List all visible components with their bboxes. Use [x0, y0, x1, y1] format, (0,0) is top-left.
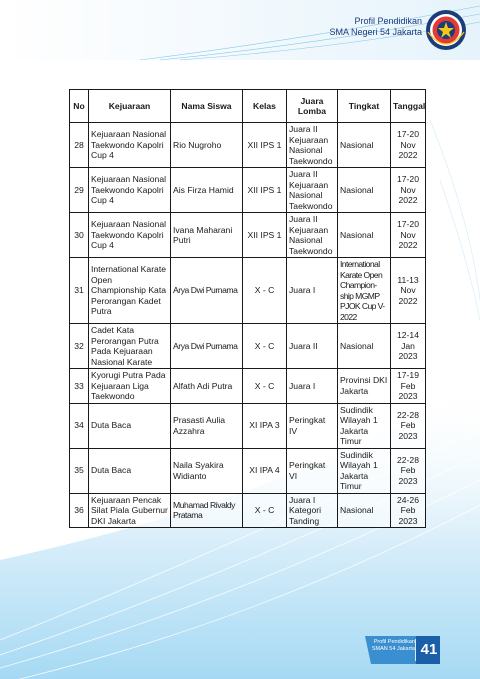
- table-row: [70, 123, 426, 168]
- cell-no: 32: [70, 324, 89, 369]
- table-row: [70, 403, 426, 448]
- cell-juara: Juara II Kejuaraan Nasional Taekwondo: [287, 123, 338, 168]
- cell-tingkat: Nasional: [338, 123, 391, 168]
- cell-kelas: XII IPS 1: [243, 213, 287, 258]
- cell-juara: Juara I: [287, 369, 338, 404]
- cell-tingkat: Provinsi DKI Jakarta: [338, 369, 391, 404]
- cell-nama: Muhamad Rivaldy Pratama: [171, 493, 243, 528]
- table-row: [70, 213, 426, 258]
- cell-kejuaraan: International Karate Open Championship Kata Perorangan Kadet Putra: [89, 258, 171, 324]
- cell-kejuaraan: Kejuaraan Pencak Silat Piala Gubernur DKI Jakarta: [89, 493, 171, 528]
- cell-no: 34: [70, 403, 89, 448]
- cell-no: 31: [70, 258, 89, 324]
- cell-no: 33: [70, 369, 89, 404]
- col-header-juara-lomba: Juara Lomba: [287, 90, 338, 123]
- cell-tanggal: 11-13 Nov 2022: [391, 258, 426, 324]
- table-row: [70, 493, 426, 528]
- cell-nama: Rio Nugroho: [171, 123, 243, 168]
- header-text: [329, 16, 422, 38]
- cell-kelas: X - C: [243, 258, 287, 324]
- cell-tanggal: 24-26 Feb 2023: [391, 493, 426, 528]
- col-header-kelas: Kelas: [243, 90, 287, 123]
- cell-tingkat: Nasional: [338, 493, 391, 528]
- cell-kejuaraan: Duta Baca: [89, 448, 171, 493]
- cell-kejuaraan: Kejuaraan Nasional Taekwondo Kapolri Cup 4: [89, 123, 171, 168]
- cell-no: 35: [70, 448, 89, 493]
- table-row: [70, 258, 426, 324]
- cell-juara: Peringkat IV: [287, 403, 338, 448]
- table-header-row: [70, 90, 426, 123]
- col-header-kejuaraan: Kejuaraan: [89, 90, 171, 123]
- cell-tingkat: Nasional: [338, 324, 391, 369]
- cell-nama: Ais Firza Hamid: [171, 168, 243, 213]
- cell-tanggal: 22-28 Feb 2023: [391, 403, 426, 448]
- page-number: 41: [420, 641, 438, 658]
- school-logo-icon: [424, 8, 468, 52]
- footer-label-line2: SMAN 54 Jakarta: [371, 646, 415, 652]
- cell-kelas: XI IPA 3: [243, 403, 287, 448]
- cell-tanggal: 17-20 Nov 2022: [391, 123, 426, 168]
- footer-label: [367, 639, 415, 653]
- cell-juara: Juara II: [287, 324, 338, 369]
- table-row: [70, 369, 426, 404]
- cell-nama: Ivana Maharani Putri: [171, 213, 243, 258]
- cell-tingkat: Nasional: [338, 168, 391, 213]
- cell-tanggal: 12-14 Jan 2023: [391, 324, 426, 369]
- cell-juara: Juara II Kejuaraan Nasional Taekwondo: [287, 213, 338, 258]
- col-header-no: No: [70, 90, 89, 123]
- table-row: [70, 448, 426, 493]
- cell-tingkat: Sudindik Wilayah 1 Jakarta Timur: [338, 448, 391, 493]
- cell-tingkat: Nasional: [338, 213, 391, 258]
- cell-tanggal: 17-19 Feb 2023: [391, 369, 426, 404]
- cell-kejuaraan: Kejuaraan Nasional Taekwondo Kapolri Cup 4: [89, 213, 171, 258]
- cell-kelas: X - C: [243, 493, 287, 528]
- cell-nama: Prasasti Aulia Azzahra: [171, 403, 243, 448]
- cell-kelas: XII IPS 1: [243, 123, 287, 168]
- cell-nama: Naila Syakira Widianto: [171, 448, 243, 493]
- cell-tanggal: 17-20 Nov 2022: [391, 168, 426, 213]
- cell-nama: Alfath Adi Putra: [171, 369, 243, 404]
- cell-kejuaraan: Cadet Kata Perorangan Putra Pada Kejuaraan Nasional Karate: [89, 324, 171, 369]
- cell-kejuaraan: Duta Baca: [89, 403, 171, 448]
- cell-no: 28: [70, 123, 89, 168]
- cell-no: 30: [70, 213, 89, 258]
- header-line2: SMA Negeri 54 Jakarta: [329, 27, 422, 37]
- cell-tingkat: Sudindik Wilayah 1 Jakarta Timur: [338, 403, 391, 448]
- footer-label-line1: Profil Pendidikan: [373, 639, 415, 645]
- cell-juara: Juara I: [287, 258, 338, 324]
- cell-no: 36: [70, 493, 89, 528]
- cell-tanggal: 17-20 Nov 2022: [391, 213, 426, 258]
- cell-kejuaraan: Kejuaraan Nasional Taekwondo Kapolri Cup 4: [89, 168, 171, 213]
- cell-juara: Peringkat VI: [287, 448, 338, 493]
- cell-kelas: X - C: [243, 369, 287, 404]
- col-header-tingkat: Tingkat: [338, 90, 391, 123]
- cell-juara: Juara II Kejuaraan Nasional Taekwondo: [287, 168, 338, 213]
- table-row: [70, 324, 426, 369]
- cell-nama: Arya Dwi Purnama: [171, 324, 243, 369]
- header-line1: Profil Pendidikan: [354, 16, 422, 26]
- cell-kelas: X - C: [243, 324, 287, 369]
- cell-tingkat: International Karate Open Champion-ship MGMP PJOK Cup V-2022: [338, 258, 391, 324]
- cell-kejuaraan: Kyorugi Putra Pada Kejuaraan Liga Taekwondo: [89, 369, 171, 404]
- cell-tanggal: 22-28 Feb 2023: [391, 448, 426, 493]
- col-header-nama-siswa: Nama Siswa: [171, 90, 243, 123]
- cell-juara: Juara I Kategori Tanding: [287, 493, 338, 528]
- cell-kelas: XI IPA 4: [243, 448, 287, 493]
- achievement-table: [69, 89, 426, 528]
- col-header-tanggal: Tanggal: [391, 90, 426, 123]
- cell-no: 29: [70, 168, 89, 213]
- table-row: [70, 168, 426, 213]
- cell-kelas: XII IPS 1: [243, 168, 287, 213]
- cell-nama: Arya Dwi Purnama: [171, 258, 243, 324]
